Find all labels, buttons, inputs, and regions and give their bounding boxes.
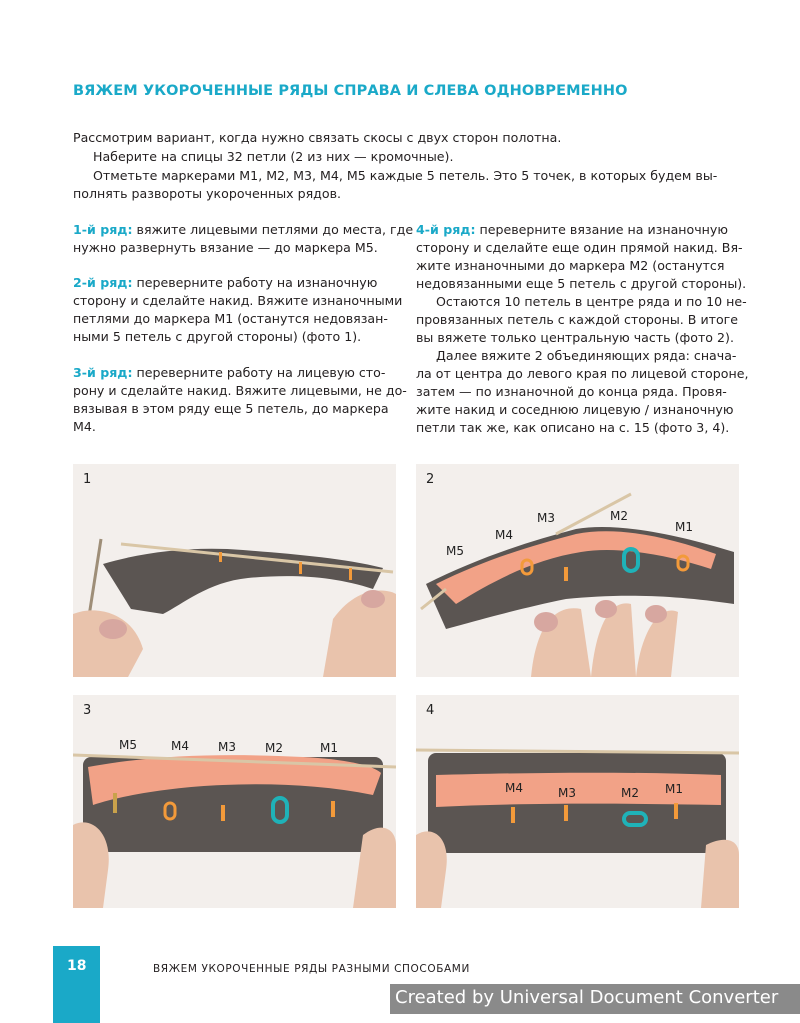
knitting-photo-2-illustration xyxy=(416,464,739,677)
row3-text: переверните работу на лицевую сто- xyxy=(132,365,386,380)
photo-4-marker-m3: М3 xyxy=(558,786,576,800)
page-number-block xyxy=(53,946,100,1023)
row2-line-3: петлями до маркера М1 (останутся недовязан- xyxy=(73,311,388,326)
section-title: ВЯЖЕМ УКОРОЧЕННЫЕ РЯДЫ СПРАВА И СЛЕВА ОДНОВРЕМЕННО xyxy=(73,83,628,99)
intro-line-4: полнять развороты укороченных рядов. xyxy=(73,186,342,201)
row3-line-4: М4. xyxy=(73,419,96,434)
row4-label: 4-й ряд: xyxy=(416,222,476,237)
photo-2-marker-m1: М1 xyxy=(675,520,693,534)
photo-3-marker-m1: М1 xyxy=(320,741,338,755)
photo-2-number: 2 xyxy=(426,472,435,487)
photo-2-marker-m3: М3 xyxy=(537,511,555,525)
row1-text: вяжите лицевыми петлями до места, где xyxy=(132,222,414,237)
row2-line-4: ными 5 петель с другой стороны) (фото 1). xyxy=(73,329,362,344)
photo-3-marker-m2: М2 xyxy=(265,741,283,755)
page-number: 18 xyxy=(67,958,87,974)
photo-3-number: 3 xyxy=(83,703,92,718)
row2-line-1 xyxy=(73,273,377,292)
para2-line-3: вы вяжете только центральную часть (фото 2). xyxy=(416,330,734,345)
row2-line-2: сторону и сделайте накид. Вяжите изнаночными xyxy=(73,293,403,308)
photo-2-marker-m4: М4 xyxy=(495,528,513,542)
row1-line-1 xyxy=(73,220,413,239)
photo-4-number: 4 xyxy=(426,703,435,718)
photo-4-marker-m1: М1 xyxy=(665,782,683,796)
photo-1-number: 1 xyxy=(83,472,92,487)
row2-text: переверните работу на изнаночную xyxy=(132,275,378,290)
para3-line-2: ла от центра до левого края по лицевой стороне, xyxy=(416,366,749,381)
row1-line-2: нужно развернуть вязание — до маркера М5. xyxy=(73,240,378,255)
para3-line-5: петли так же, как описано на с. 15 (фото 3, 4). xyxy=(416,420,730,435)
intro-line-1: Рассмотрим вариант, когда нужно связать скосы с двух сторон полотна. xyxy=(73,130,562,145)
watermark-banner xyxy=(390,984,800,1014)
photo-1 xyxy=(73,464,396,677)
photo-2-marker-m2: М2 xyxy=(610,509,628,523)
running-title: ВЯЖЕМ УКОРОЧЕННЫЕ РЯДЫ РАЗНЫМИ СПОСОБАМИ xyxy=(153,963,470,975)
para3-line-3: затем — по изнаночной до конца ряда. Провя- xyxy=(416,384,727,399)
photo-4 xyxy=(416,695,739,908)
photo-3-marker-m5: М5 xyxy=(119,738,137,752)
row3-label: 3-й ряд: xyxy=(73,365,133,380)
photo-3-marker-m4: М4 xyxy=(171,739,189,753)
knitting-photo-4-illustration xyxy=(416,695,739,908)
photo-3 xyxy=(73,695,396,908)
para2-line-1: Остаются 10 петель в центре ряда и по 10 не- xyxy=(436,294,747,309)
row3-line-2: рону и сделайте накид. Вяжите лицевыми, не до- xyxy=(73,383,407,398)
row4-text: переверните вязание на изнаночную xyxy=(475,222,728,237)
row2-label: 2-й ряд: xyxy=(73,275,133,290)
knitting-photo-1-illustration xyxy=(73,464,396,677)
row4-line-2: сторону и сделайте еще один прямой накид. Вя- xyxy=(416,240,743,255)
para3-line-1: Далее вяжите 2 объединяющих ряда: снача- xyxy=(436,348,737,363)
row4-line-3: жите изнаночными до маркера М2 (останутся xyxy=(416,258,725,273)
photo-3-marker-m3: М3 xyxy=(218,740,236,754)
photo-4-marker-m2: М2 xyxy=(621,786,639,800)
intro-line-2: Наберите на спицы 32 петли (2 из них — кромочные). xyxy=(93,149,454,164)
row4-line-1 xyxy=(416,220,728,239)
photo-2 xyxy=(416,464,739,677)
knitting-photo-3-illustration xyxy=(73,695,396,908)
watermark-text: Created by Universal Document Converter xyxy=(395,987,779,1008)
photo-2-marker-m5: М5 xyxy=(446,544,464,558)
photo-4-marker-m4: М4 xyxy=(505,781,523,795)
row1-label: 1-й ряд: xyxy=(73,222,133,237)
row3-line-3: вязывая в этом ряду еще 5 петель, до маркера xyxy=(73,401,389,416)
para2-line-2: провязанных петель с каждой стороны. В итоге xyxy=(416,312,739,327)
row3-line-1 xyxy=(73,363,385,382)
para3-line-4: жите накид и соседнюю лицевую / изнаночную xyxy=(416,402,734,417)
intro-line-3: Отметьте маркерами М1, М2, М3, М4, М5 каждые 5 петель. Это 5 точек, в которых будем вы- xyxy=(93,168,718,183)
row4-line-4: недовязанными еще 5 петель с другой стороны). xyxy=(416,276,747,291)
